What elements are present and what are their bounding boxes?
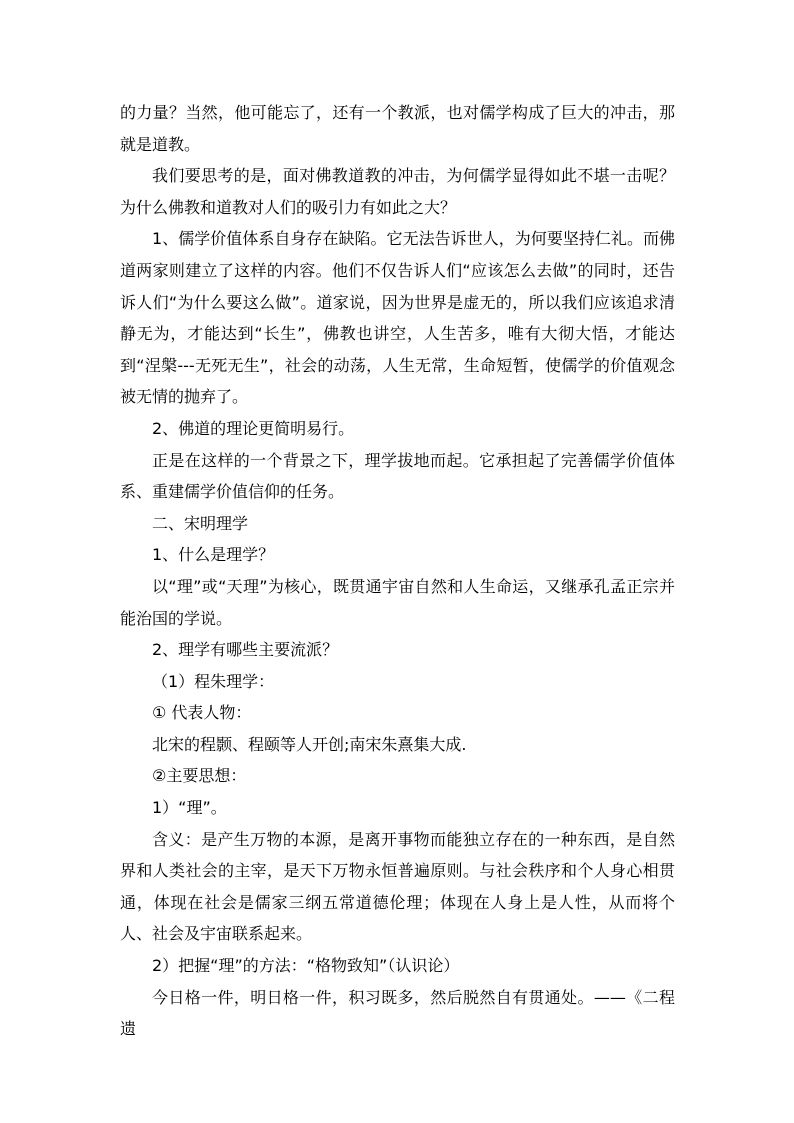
paragraph: 我们要思考的是，面对佛教道教的冲击，为何儒学显得如此不堪一击呢？为什么佛教和道教对人们的吸引力有如此之大？ <box>120 166 675 217</box>
quote-paragraph: 今日格一件，明日格一件，积习既多，然后脱然自有贯通处。——《二程遗 <box>120 987 675 1039</box>
subsection-heading: 2、理学有哪些主要流派？ <box>152 640 339 660</box>
paragraph: 的力量？当然，他可能忘了，还有一个教派，也对儒学构成了巨大的冲击，那就是道教。 <box>120 103 675 154</box>
paragraph: 以“理”或“天理”为核心，既贯通宇宙自然和人生命运，又继承孔孟正宗并能治国的学说。 <box>120 576 675 628</box>
list-item: （1）程朱理学： <box>152 671 275 691</box>
list-item: 2）把握“理”的方法：“格物致知”（认识论） <box>152 956 460 976</box>
subsection-heading: 1、什么是理学？ <box>152 545 275 565</box>
section-heading: 二、宋明理学 <box>152 513 249 533</box>
paragraph: 1、儒学价值体系自身存在缺陷。它无法告诉世人，为何要坚持仁礼。而佛道两家则建立了这样的内容。他们不仅告诉人们“应该怎么去做”的同时，还告诉人们“为什么要这么做”。道家说，因为世界是虚无的，所以我们应该追求清静无为，才能达到“长生”，佛教也讲空，人生苦多，唯有大彻大悟，才能达到“涅槃---无死无生”，社会的动荡，人生无常，生命短暂，使儒学的价值观念被无情的抛弃了。 <box>120 229 675 407</box>
list-item: 1）“理”。 <box>152 798 227 818</box>
document-body <box>120 97 675 1045</box>
paragraph: 含义：是产生万物的本源，是离开事物而能独立存在的一种东西，是自然界和人类社会的主宰，是天下万物永恒普遍原则。与社会秩序和个人身心相贯通，体现在社会是儒家三纲五常道德伦理；体现在人身上是人性，从而将个人、社会及宇宙联系起来。 <box>120 829 675 944</box>
list-item: ②主要思想： <box>152 766 247 786</box>
paragraph: 2、佛道的理论更简明易行。 <box>152 418 355 438</box>
list-item: ① 代表人物： <box>152 703 252 723</box>
paragraph: 正是在这样的一个背景之下，理学拔地而起。它承担起了完善儒学价值体系、重建儒学价值信仰的任务。 <box>120 450 675 502</box>
paragraph: 北宋的程颢、程颐等人开创;南宋朱熹集大成. <box>152 734 467 754</box>
